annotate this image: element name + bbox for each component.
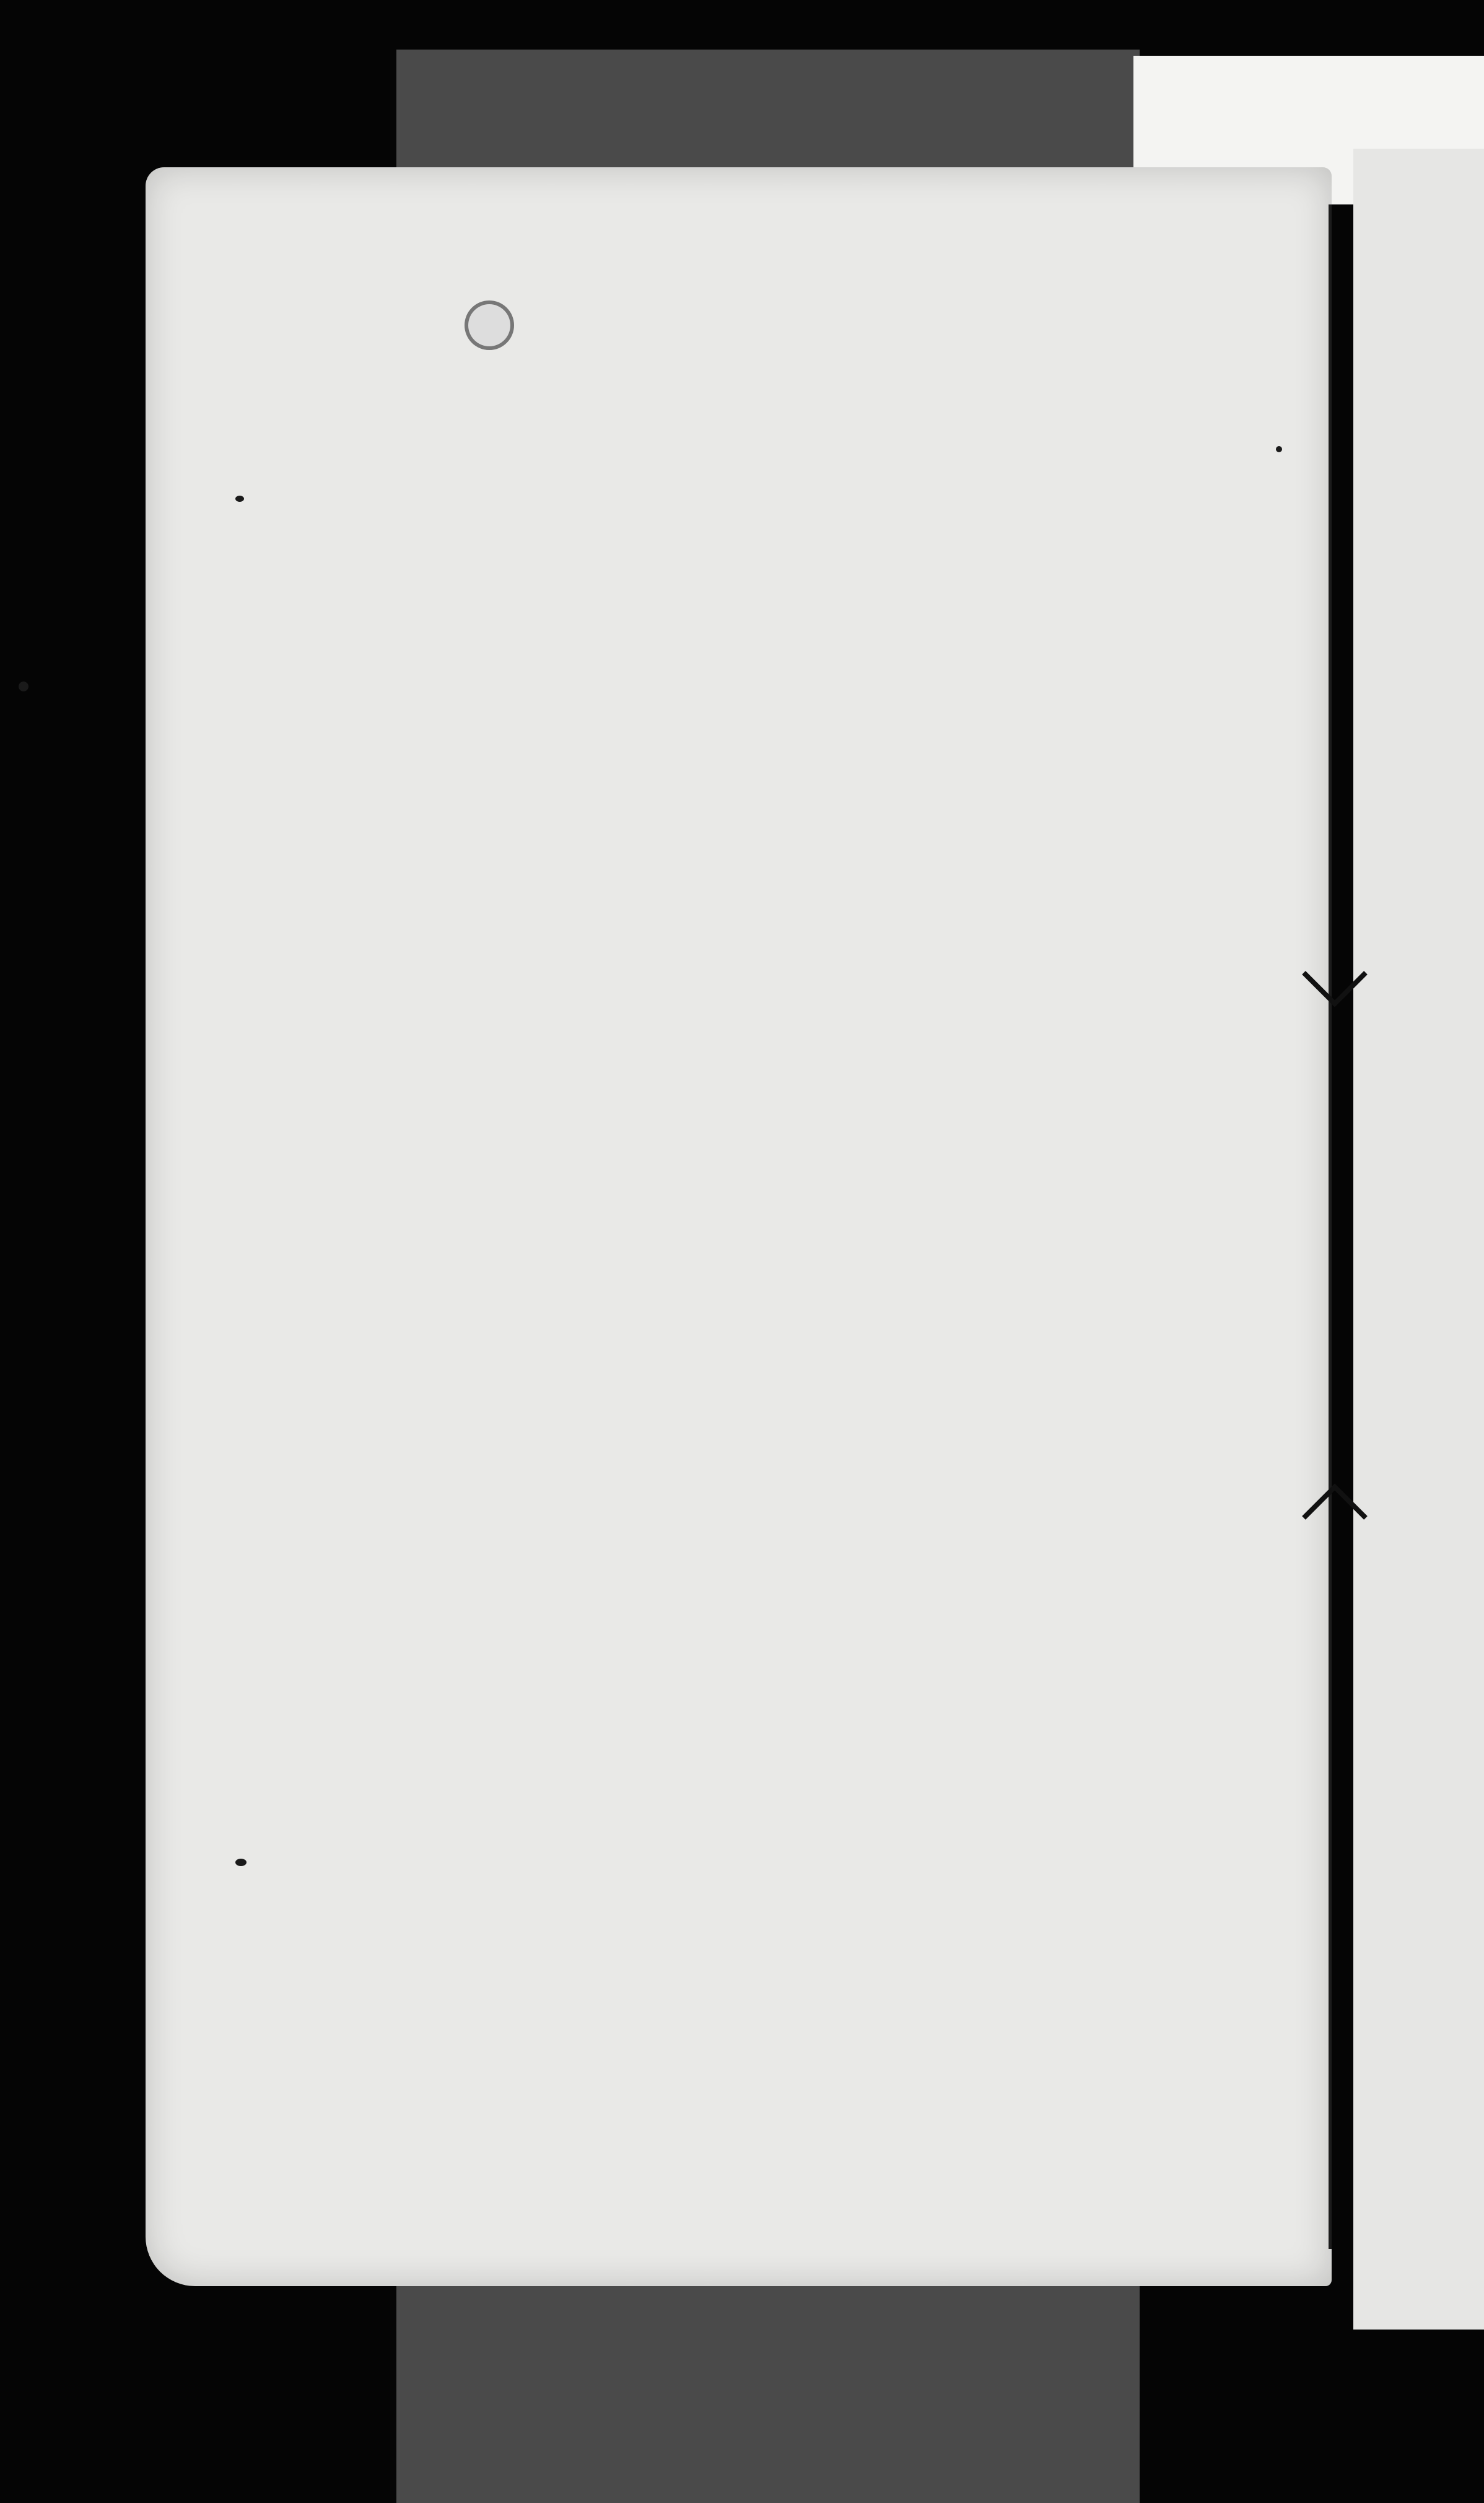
binding-clip xyxy=(1301,967,1369,1010)
binding-clip xyxy=(1301,1481,1369,1524)
page-gutter-edge xyxy=(1329,204,1332,2249)
ink-speck xyxy=(19,682,28,691)
facing-page-fragment xyxy=(1353,149,1484,2330)
book-page xyxy=(146,167,1332,2286)
page-body-text xyxy=(238,366,1229,382)
ink-speck xyxy=(235,1859,247,1866)
paper-blot xyxy=(465,300,514,350)
ink-speck xyxy=(1276,446,1282,452)
ink-speck xyxy=(235,496,244,502)
